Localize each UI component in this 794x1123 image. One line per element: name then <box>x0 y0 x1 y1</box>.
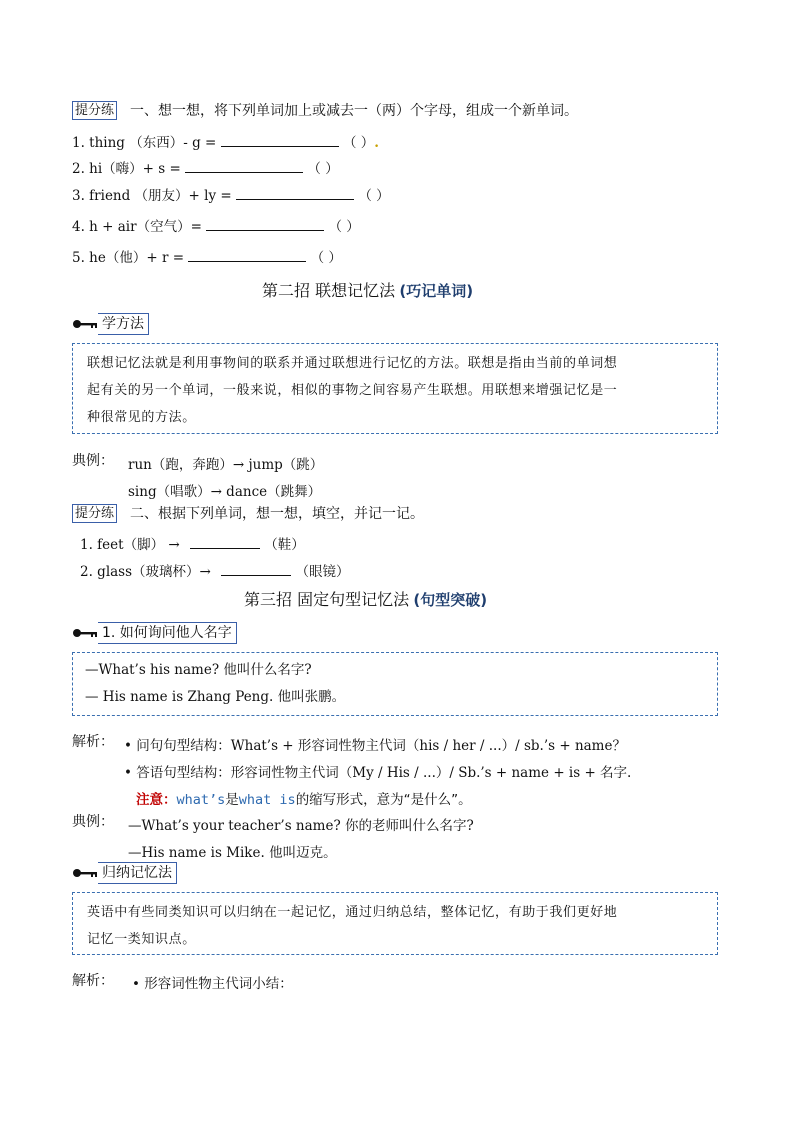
answer-blank[interactable] <box>185 160 303 173</box>
exercise-instruction: 二、根据下列单词，想一想，填空，并记一记。 <box>130 506 424 522</box>
answer-blank[interactable] <box>236 187 354 200</box>
method-header: 1. 如何询问他人名字 <box>72 622 237 644</box>
key-icon <box>72 867 98 879</box>
example-label: 典例： <box>72 814 114 830</box>
bullet-item: • 形容词性物主代词小结： <box>132 976 293 992</box>
answer-blank[interactable] <box>206 218 324 231</box>
example-line: run（跑，奔跑）→ jump（跳） <box>128 457 324 473</box>
analysis-label: 解析： <box>72 734 114 750</box>
example-line: —His name is Mike. 他叫迈克。 <box>128 845 337 861</box>
answer-blank[interactable] <box>221 134 339 147</box>
section-heading: 第三招 固定句型记忆法 (句型突破) <box>244 590 488 609</box>
answer-blank[interactable] <box>190 536 260 549</box>
key-icon <box>72 627 98 639</box>
analysis-label: 解析： <box>72 973 114 989</box>
example-label: 典例： <box>72 453 114 469</box>
exercise-tag: 提分练 <box>72 101 117 120</box>
section-heading: 第二招 联想记忆法 (巧记单词) <box>262 281 474 300</box>
method-header: 归纳记忆法 <box>72 862 177 884</box>
answer-blank[interactable] <box>188 249 306 262</box>
explanation-box: 联想记忆法就是利用事物间的联系并通过联想进行记忆的方法。联想是指由当前的单词想 起有关的另一个单词，一般来说，相似的事物之间容易产生联想。用联想来增强记忆是一 种很常见的方法。 <box>72 343 718 434</box>
exercise-item: 3. friend （朋友）+ ly = （ ） <box>72 188 390 204</box>
exercise-item: 2. hi（嗨）+ s = （ ） <box>72 161 339 177</box>
exercise-tag: 提分练 <box>72 504 117 523</box>
exercise-item: 1. feet（脚） → （鞋） <box>80 537 305 553</box>
example-line: sing（唱歌）→ dance（跳舞） <box>128 484 322 500</box>
method-header: 学方法 <box>72 313 149 335</box>
note-line: 注意：what’s是what is的缩写形式，意为“是什么”。 <box>136 792 472 808</box>
exercise-item: 2. glass（玻璃杯）→ （眼镜） <box>80 564 350 580</box>
bullet-item: • 答语句型结构：形容词性物主代词（My / His / ...）/ Sb.’s + name + is + 名字. <box>124 765 632 781</box>
exercise-item: 4. h + air（空气）= （ ） <box>72 219 360 235</box>
exercise-item: 1. thing （东西）- g = （ ）. <box>72 135 379 151</box>
key-icon <box>72 318 98 330</box>
explanation-box: 英语中有些同类知识可以归纳在一起记忆，通过归纳总结，整体记忆，有助于我们更好地 记忆一类知识点。 <box>72 892 718 955</box>
bullet-item: • 问句句型结构：What’s + 形容词性物主代词（his / her / ...）/ sb.’s + name？ <box>124 738 626 754</box>
exercise-item: 5. he（他）+ r = （ ） <box>72 250 342 266</box>
answer-blank[interactable] <box>221 563 291 576</box>
example-box: —What’s his name? 他叫什么名字? — His name is Zhang Peng. 他叫张鹏。 <box>72 652 718 716</box>
exercise-instruction: 一、想一想，将下列单词加上或减去一（两）个字母，组成一个新单词。 <box>130 103 578 119</box>
example-line: —What’s your teacher’s name? 你的老师叫什么名字? <box>128 818 474 834</box>
